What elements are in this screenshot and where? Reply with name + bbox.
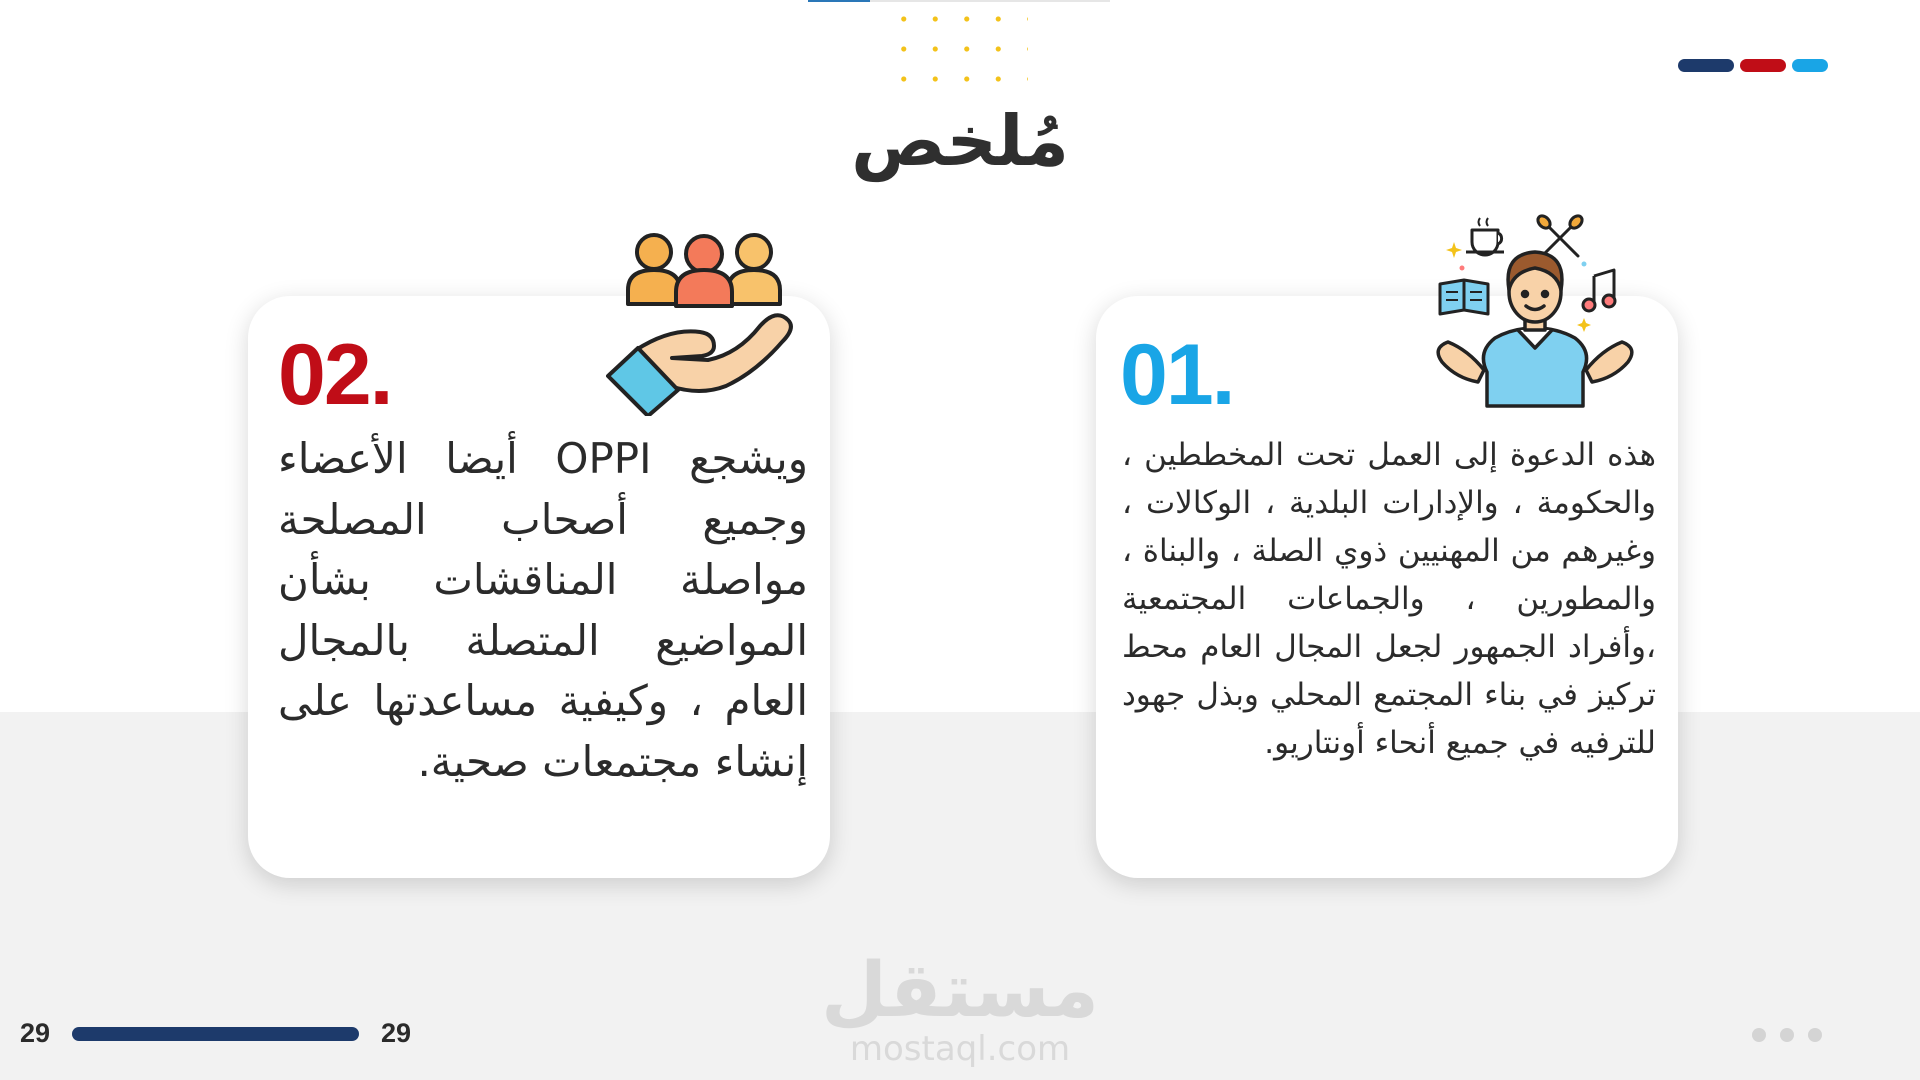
color-pills <box>1678 59 1828 72</box>
decorative-dot-grid <box>888 4 1028 90</box>
mostaql-watermark <box>780 945 1140 1069</box>
red-pill <box>1740 59 1786 72</box>
progress-bar <box>72 1027 359 1041</box>
top-accent-line <box>808 0 1110 2</box>
hand-holding-people-icon <box>606 226 802 416</box>
watermark-logo: مستقل <box>821 945 1099 1034</box>
page-title: مُلخص <box>851 100 1069 182</box>
page-number-left: 29 <box>20 1018 51 1048</box>
dot <box>1780 1028 1794 1042</box>
card-number: 01. <box>1120 327 1234 423</box>
blue-pill <box>1792 59 1828 72</box>
card-number: 02. <box>278 327 392 423</box>
watermark-url: mostaql.com <box>849 1029 1071 1069</box>
dot <box>1808 1028 1822 1042</box>
more-options-icon[interactable] <box>1752 1028 1822 1042</box>
navy-pill <box>1678 59 1734 72</box>
card-text: ويشجع OPPI أيضا الأعضاء وجميع أصحاب المصلحة مواصلة المناقشات بشأن المواضيع المتصلة بالمجال العام ، وكيفية مساعدتها على إنشاء مجتمعات صحية. <box>278 434 808 786</box>
card-text: هذه الدعوة إلى العمل تحت المخططين ، والحكومة ، والإدارات البلدية ، الوكالات ، وغيرهم من المهنيين ذوي الصلة ، والبناة ، والمطورين ، والجماعات المجتمعية ،وأفراد الجمهور لجعل المجال العام محط تركيز في بناء المجتمع المحلي وبذل جهود للترفيه في جميع أنحاء أونتاريو. <box>1122 437 1656 761</box>
page-number-right: 29 <box>381 1018 412 1048</box>
dot <box>1752 1028 1766 1042</box>
person-hobbies-icon <box>1432 212 1638 410</box>
